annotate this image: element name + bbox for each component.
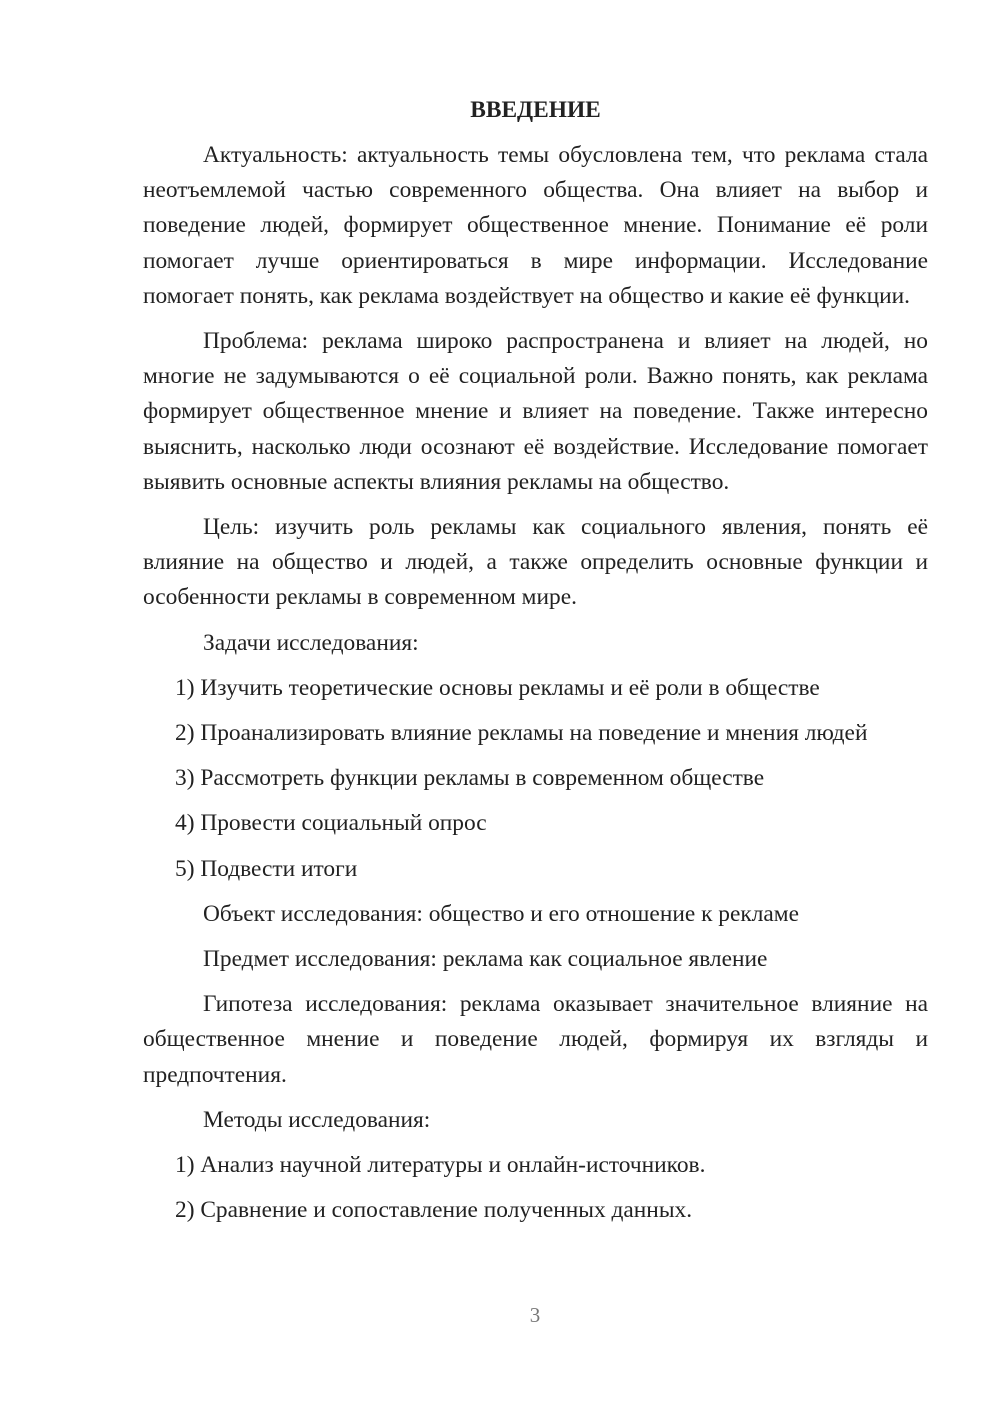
task-item: 3) Рассмотреть функции рекламы в современном обществе — [175, 765, 765, 792]
task-item: 5) Подвести итоги — [175, 855, 358, 882]
page-number: 3 — [529, 1303, 541, 1327]
object-paragraph: Объект исследования: общество и его отношение к рекламе — [203, 900, 799, 927]
tasks-heading: Задачи исследования: — [203, 629, 419, 656]
task-item: 4) Провести социальный опрос — [175, 810, 487, 837]
relevance-paragraph: Актуальность: актуальность темы обусловлена тем, что реклама стала неотъемлемой частью современного общества. Она влияет на выбор и поведение людей, формирует общественное мнение. Понимание её роли помогает лучше ориентироваться в мире информации. Исследование помогает понять, как реклама воздействует на общество и какие её функции. — [143, 142, 928, 309]
subject-paragraph: Предмет исследования: реклама как социальное явление — [203, 946, 768, 973]
problem-paragraph: Проблема: реклама широко распространена и влияет на людей, но многие не задумываются о её социальной роли. Важно понять, как реклама формирует общественное мнение и влияет на поведение. Также интересно выяснить, насколько люди осознают её воздействие. Исследование помогает выявить основные аспекты влияния рекламы на общество. — [143, 328, 928, 495]
goal-paragraph: Цель: изучить роль рекламы как социального явления, понять её влияние на общество и людей, а также определить основные функции и особенности рекламы в современном мире. — [143, 514, 928, 611]
document-page — [143, 93, 928, 1228]
methods-heading: Методы исследования: — [203, 1106, 431, 1133]
hypothesis-paragraph: Гипотеза исследования: реклама оказывает значительное влияние на общественное мнение и поведение людей, формируя их взгляды и предпочтения. — [143, 991, 928, 1088]
page-title: ВВЕДЕНИЕ — [470, 97, 601, 123]
method-item: 1) Анализ научной литературы и онлайн-источников. — [175, 1152, 706, 1179]
task-item: 2) Проанализировать влияние рекламы на поведение и мнения людей — [175, 720, 868, 747]
method-item: 2) Сравнение и сопоставление полученных данных. — [175, 1197, 693, 1224]
task-item: 1) Изучить теоретические основы рекламы и её роли в обществе — [175, 674, 820, 701]
